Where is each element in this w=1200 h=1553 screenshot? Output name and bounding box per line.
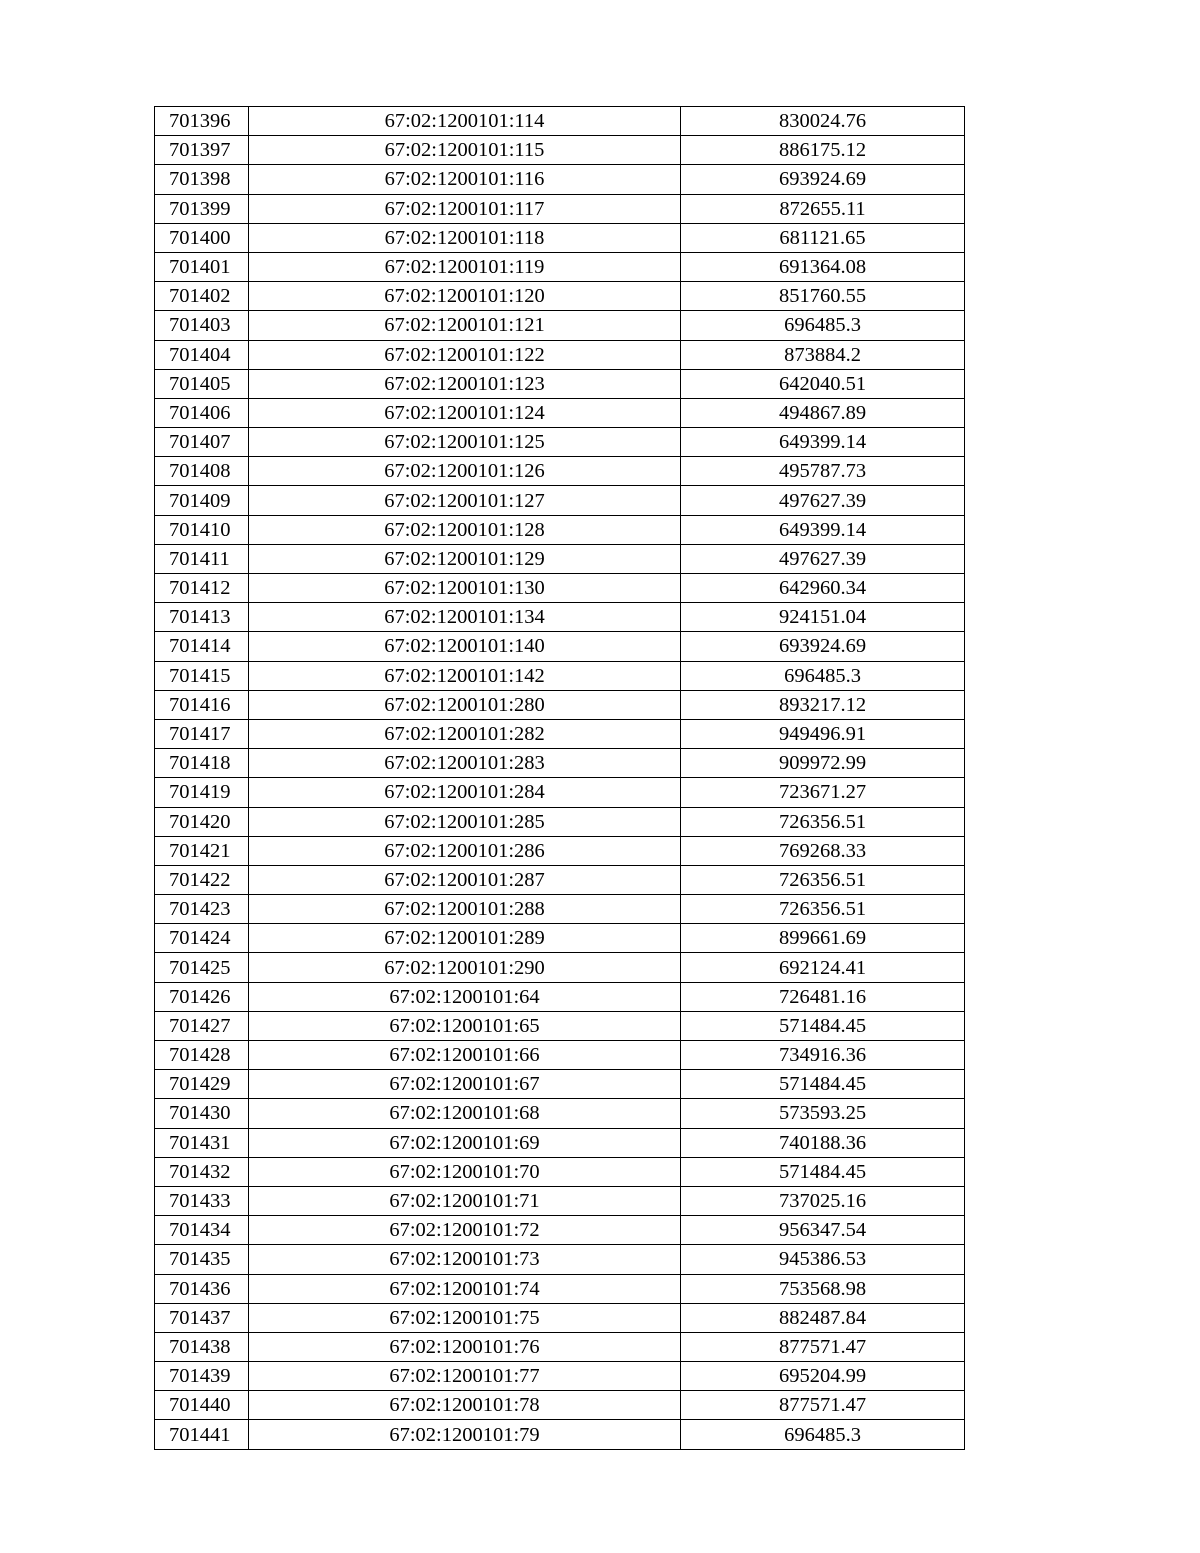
table-row	[155, 1099, 965, 1128]
table-row	[155, 1332, 965, 1361]
table-row	[155, 515, 965, 544]
cadastral-value-cell: 873884.2	[681, 340, 965, 369]
table-row	[155, 107, 965, 136]
row-number-cell: 701412	[155, 574, 249, 603]
cadastral-number-cell: 67:02:1200101:67	[249, 1070, 681, 1099]
cadastral-value-cell: 830024.76	[681, 107, 965, 136]
cadastral-number-cell: 67:02:1200101:118	[249, 223, 681, 252]
table-row	[155, 1186, 965, 1215]
cadastral-value-cell: 642960.34	[681, 574, 965, 603]
cadastral-number-cell: 67:02:1200101:125	[249, 428, 681, 457]
cadastral-number-cell: 67:02:1200101:66	[249, 1041, 681, 1070]
cadastral-number-cell: 67:02:1200101:140	[249, 632, 681, 661]
table-row	[155, 1274, 965, 1303]
table-row	[155, 865, 965, 894]
row-number-cell: 701410	[155, 515, 249, 544]
cadastral-number-cell: 67:02:1200101:280	[249, 690, 681, 719]
cadastral-number-cell: 67:02:1200101:65	[249, 1011, 681, 1040]
cadastral-number-cell: 67:02:1200101:283	[249, 749, 681, 778]
cadastral-number-cell: 67:02:1200101:286	[249, 836, 681, 865]
cadastral-value-cell: 726356.51	[681, 807, 965, 836]
cadastral-number-cell: 67:02:1200101:77	[249, 1362, 681, 1391]
row-number-cell: 701441	[155, 1420, 249, 1449]
cadastral-value-cell: 872655.11	[681, 194, 965, 223]
row-number-cell: 701405	[155, 369, 249, 398]
table-row	[155, 398, 965, 427]
table-row	[155, 1157, 965, 1186]
row-number-cell: 701422	[155, 865, 249, 894]
cadastral-value-cell: 882487.84	[681, 1303, 965, 1332]
cadastral-number-cell: 67:02:1200101:127	[249, 486, 681, 515]
cadastral-value-cell: 851760.55	[681, 282, 965, 311]
row-number-cell: 701408	[155, 457, 249, 486]
row-number-cell: 701413	[155, 603, 249, 632]
cadastral-value-cell: 571484.45	[681, 1157, 965, 1186]
cadastral-value-cell: 497627.39	[681, 486, 965, 515]
row-number-cell: 701398	[155, 165, 249, 194]
table-row	[155, 136, 965, 165]
cadastral-number-cell: 67:02:1200101:122	[249, 340, 681, 369]
row-number-cell: 701430	[155, 1099, 249, 1128]
cadastral-value-cell: 696485.3	[681, 311, 965, 340]
table-row	[155, 895, 965, 924]
table-row	[155, 1420, 965, 1449]
cadastral-value-cell: 753568.98	[681, 1274, 965, 1303]
row-number-cell: 701414	[155, 632, 249, 661]
cadastral-number-cell: 67:02:1200101:284	[249, 778, 681, 807]
cadastral-value-cell: 945386.53	[681, 1245, 965, 1274]
cadastral-number-cell: 67:02:1200101:73	[249, 1245, 681, 1274]
cadastral-value-cell: 693924.69	[681, 165, 965, 194]
row-number-cell: 701396	[155, 107, 249, 136]
table-row	[155, 1128, 965, 1157]
cadastral-number-cell: 67:02:1200101:119	[249, 252, 681, 281]
cadastral-value-cell: 726356.51	[681, 865, 965, 894]
cadastral-number-cell: 67:02:1200101:68	[249, 1099, 681, 1128]
row-number-cell: 701425	[155, 953, 249, 982]
cadastral-number-cell: 67:02:1200101:71	[249, 1186, 681, 1215]
cadastral-value-cell: 949496.91	[681, 719, 965, 748]
table-row	[155, 953, 965, 982]
cadastral-value-cell: 893217.12	[681, 690, 965, 719]
cadastral-value-cell: 649399.14	[681, 428, 965, 457]
row-number-cell: 701436	[155, 1274, 249, 1303]
table-body	[155, 107, 965, 1450]
table-row	[155, 1041, 965, 1070]
cadastral-value-cell: 497627.39	[681, 544, 965, 573]
cadastral-number-cell: 67:02:1200101:116	[249, 165, 681, 194]
table-row	[155, 1303, 965, 1332]
cadastral-value-cell: 692124.41	[681, 953, 965, 982]
table-row	[155, 311, 965, 340]
cadastral-number-cell: 67:02:1200101:290	[249, 953, 681, 982]
table-row	[155, 632, 965, 661]
row-number-cell: 701399	[155, 194, 249, 223]
row-number-cell: 701434	[155, 1216, 249, 1245]
cadastral-number-cell: 67:02:1200101:74	[249, 1274, 681, 1303]
cadastral-value-cell: 924151.04	[681, 603, 965, 632]
cadastral-number-cell: 67:02:1200101:285	[249, 807, 681, 836]
row-number-cell: 701433	[155, 1186, 249, 1215]
table-row	[155, 749, 965, 778]
table-row	[155, 340, 965, 369]
cadastral-value-cell: 723671.27	[681, 778, 965, 807]
cadastral-value-cell: 737025.16	[681, 1186, 965, 1215]
row-number-cell: 701431	[155, 1128, 249, 1157]
cadastral-value-table	[154, 106, 965, 1450]
cadastral-number-cell: 67:02:1200101:130	[249, 574, 681, 603]
cadastral-value-cell: 642040.51	[681, 369, 965, 398]
cadastral-value-cell: 649399.14	[681, 515, 965, 544]
row-number-cell: 701400	[155, 223, 249, 252]
cadastral-number-cell: 67:02:1200101:129	[249, 544, 681, 573]
cadastral-number-cell: 67:02:1200101:289	[249, 924, 681, 953]
row-number-cell: 701403	[155, 311, 249, 340]
row-number-cell: 701397	[155, 136, 249, 165]
row-number-cell: 701404	[155, 340, 249, 369]
row-number-cell: 701437	[155, 1303, 249, 1332]
cadastral-value-cell: 693924.69	[681, 632, 965, 661]
row-number-cell: 701426	[155, 982, 249, 1011]
row-number-cell: 701411	[155, 544, 249, 573]
cadastral-value-cell: 740188.36	[681, 1128, 965, 1157]
table-row	[155, 165, 965, 194]
cadastral-number-cell: 67:02:1200101:117	[249, 194, 681, 223]
cadastral-number-cell: 67:02:1200101:282	[249, 719, 681, 748]
row-number-cell: 701432	[155, 1157, 249, 1186]
cadastral-number-cell: 67:02:1200101:287	[249, 865, 681, 894]
table-row	[155, 574, 965, 603]
table-row	[155, 369, 965, 398]
row-number-cell: 701401	[155, 252, 249, 281]
cadastral-number-cell: 67:02:1200101:288	[249, 895, 681, 924]
row-number-cell: 701420	[155, 807, 249, 836]
table-row	[155, 457, 965, 486]
cadastral-number-cell: 67:02:1200101:124	[249, 398, 681, 427]
table-row	[155, 1216, 965, 1245]
cadastral-value-cell: 886175.12	[681, 136, 965, 165]
row-number-cell: 701409	[155, 486, 249, 515]
cadastral-value-cell: 571484.45	[681, 1011, 965, 1040]
cadastral-number-cell: 67:02:1200101:64	[249, 982, 681, 1011]
cadastral-number-cell: 67:02:1200101:79	[249, 1420, 681, 1449]
cadastral-value-cell: 769268.33	[681, 836, 965, 865]
row-number-cell: 701417	[155, 719, 249, 748]
cadastral-value-cell: 877571.47	[681, 1391, 965, 1420]
row-number-cell: 701439	[155, 1362, 249, 1391]
table-row	[155, 778, 965, 807]
cadastral-value-cell: 726481.16	[681, 982, 965, 1011]
cadastral-number-cell: 67:02:1200101:72	[249, 1216, 681, 1245]
cadastral-value-cell: 696485.3	[681, 661, 965, 690]
cadastral-number-cell: 67:02:1200101:114	[249, 107, 681, 136]
table-row	[155, 544, 965, 573]
table-row	[155, 252, 965, 281]
row-number-cell: 701415	[155, 661, 249, 690]
cadastral-value-cell: 899661.69	[681, 924, 965, 953]
table-row	[155, 1245, 965, 1274]
cadastral-number-cell: 67:02:1200101:120	[249, 282, 681, 311]
row-number-cell: 701440	[155, 1391, 249, 1420]
cadastral-number-cell: 67:02:1200101:70	[249, 1157, 681, 1186]
cadastral-value-cell: 956347.54	[681, 1216, 965, 1245]
row-number-cell: 701418	[155, 749, 249, 778]
row-number-cell: 701438	[155, 1332, 249, 1361]
cadastral-number-cell: 67:02:1200101:142	[249, 661, 681, 690]
row-number-cell: 701419	[155, 778, 249, 807]
cadastral-value-cell: 909972.99	[681, 749, 965, 778]
table-row	[155, 807, 965, 836]
cadastral-number-cell: 67:02:1200101:121	[249, 311, 681, 340]
cadastral-number-cell: 67:02:1200101:128	[249, 515, 681, 544]
row-number-cell: 701423	[155, 895, 249, 924]
table-row	[155, 223, 965, 252]
row-number-cell: 701402	[155, 282, 249, 311]
cadastral-number-cell: 67:02:1200101:115	[249, 136, 681, 165]
table-row	[155, 690, 965, 719]
table-row	[155, 719, 965, 748]
table-row	[155, 486, 965, 515]
cadastral-value-cell: 734916.36	[681, 1041, 965, 1070]
table-row	[155, 836, 965, 865]
cadastral-value-cell: 495787.73	[681, 457, 965, 486]
cadastral-value-cell: 877571.47	[681, 1332, 965, 1361]
cadastral-number-cell: 67:02:1200101:69	[249, 1128, 681, 1157]
row-number-cell: 701435	[155, 1245, 249, 1274]
cadastral-value-cell: 494867.89	[681, 398, 965, 427]
row-number-cell: 701424	[155, 924, 249, 953]
cadastral-value-cell: 691364.08	[681, 252, 965, 281]
cadastral-value-cell: 696485.3	[681, 1420, 965, 1449]
table-row	[155, 282, 965, 311]
cadastral-value-cell: 571484.45	[681, 1070, 965, 1099]
table-row	[155, 1362, 965, 1391]
cadastral-number-cell: 67:02:1200101:123	[249, 369, 681, 398]
cadastral-value-cell: 681121.65	[681, 223, 965, 252]
cadastral-number-cell: 67:02:1200101:75	[249, 1303, 681, 1332]
table-row	[155, 982, 965, 1011]
table-row	[155, 1070, 965, 1099]
cadastral-number-cell: 67:02:1200101:126	[249, 457, 681, 486]
cadastral-number-cell: 67:02:1200101:76	[249, 1332, 681, 1361]
row-number-cell: 701406	[155, 398, 249, 427]
cadastral-number-cell: 67:02:1200101:134	[249, 603, 681, 632]
row-number-cell: 701416	[155, 690, 249, 719]
cadastral-value-cell: 695204.99	[681, 1362, 965, 1391]
row-number-cell: 701429	[155, 1070, 249, 1099]
cadastral-value-cell: 726356.51	[681, 895, 965, 924]
row-number-cell: 701428	[155, 1041, 249, 1070]
table-row	[155, 428, 965, 457]
table-row	[155, 661, 965, 690]
cadastral-number-cell: 67:02:1200101:78	[249, 1391, 681, 1420]
row-number-cell: 701421	[155, 836, 249, 865]
table-row	[155, 1391, 965, 1420]
table-row	[155, 924, 965, 953]
table-row	[155, 1011, 965, 1040]
table-row	[155, 194, 965, 223]
row-number-cell: 701427	[155, 1011, 249, 1040]
table-row	[155, 603, 965, 632]
row-number-cell: 701407	[155, 428, 249, 457]
cadastral-value-cell: 573593.25	[681, 1099, 965, 1128]
